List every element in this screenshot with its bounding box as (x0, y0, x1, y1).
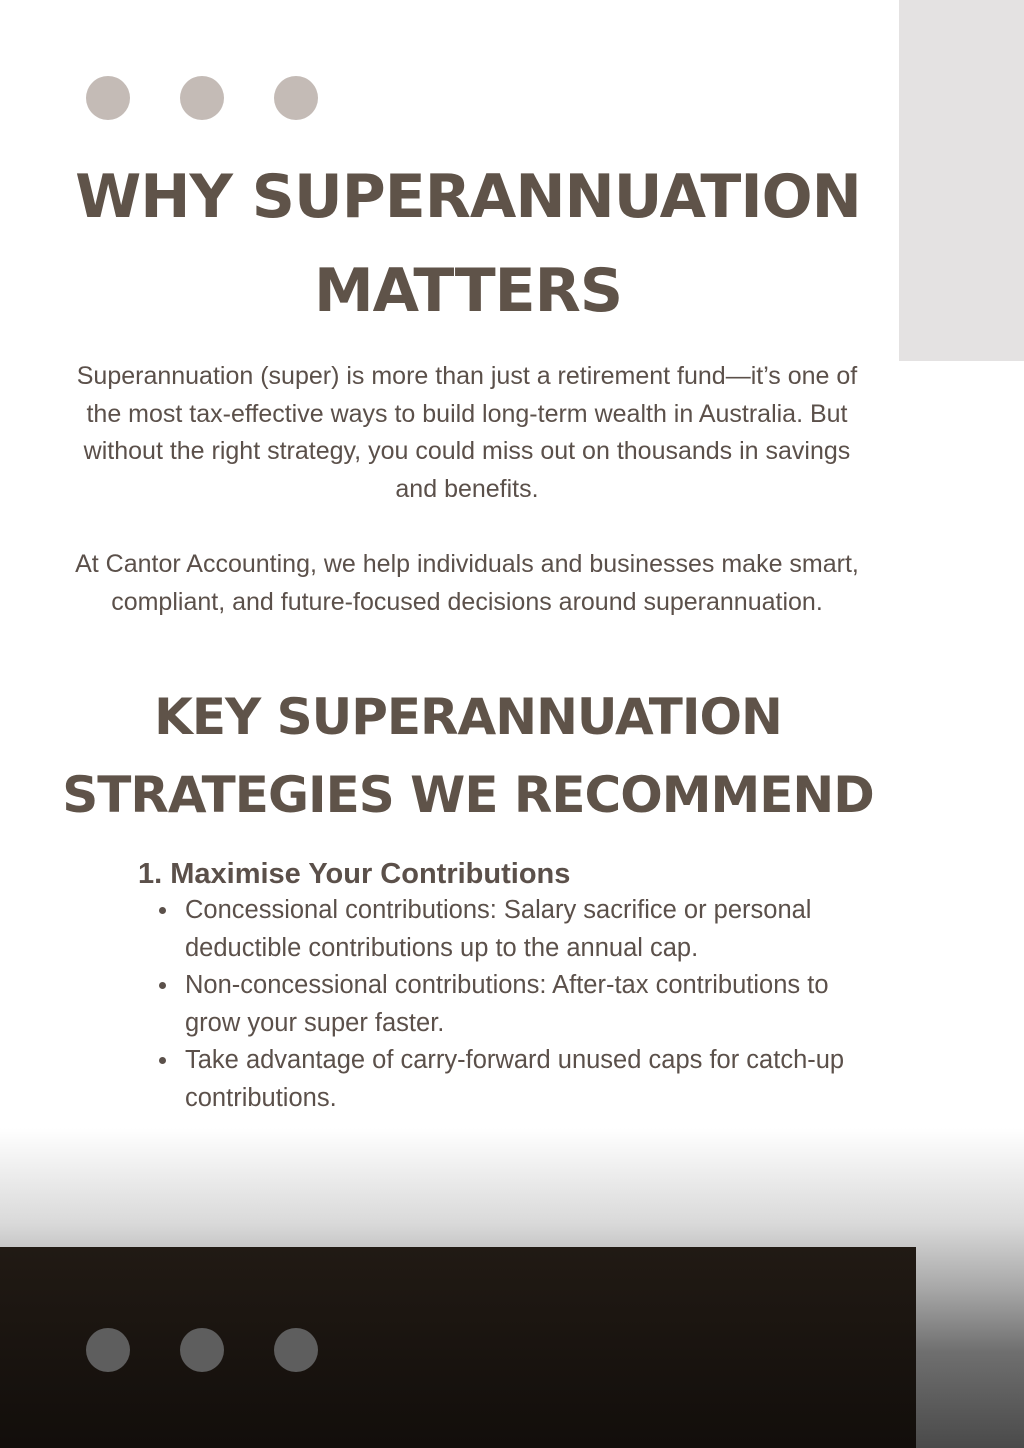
list-item-text: Take advantage of carry-forward unused caps for catch-up contributions. (185, 1046, 845, 1112)
list-item-text: Concessional contributions: Salary sacrifice or personal deductible contributions up to the annual cap. (185, 896, 812, 962)
right-decorative-panel (899, 0, 1024, 361)
decorative-dot-icon (86, 1328, 130, 1372)
bullet-icon (159, 1057, 166, 1064)
bottom-decorative-dots (86, 1328, 318, 1372)
list-item (138, 967, 875, 1042)
page-title-line2: MATTERS (313, 256, 623, 326)
bullet-icon (159, 907, 166, 914)
decorative-dot-icon (274, 1328, 318, 1372)
decorative-dot-icon (274, 76, 318, 120)
decorative-dot-icon (180, 1328, 224, 1372)
section-heading: 1. Maximise Your Contributions (138, 858, 571, 890)
strategies-title-line1: KEY SUPERANNUATION (154, 688, 782, 746)
page-title-line1: WHY SUPERANNUATION (75, 162, 861, 232)
page-title (40, 150, 896, 338)
intro-paragraph-2: At Cantor Accounting, we help individuals and businesses make smart, compliant, and future-focused decisions around superannuation. (75, 550, 859, 616)
intro-paragraph-1: Superannuation (super) is more than just a retirement fund—it’s one of the most tax-effective ways to build long-term wealth in Australia. But without the right strategy, you could miss out on thousands in savings and benefits. (76, 362, 858, 503)
top-decorative-dots (86, 76, 318, 120)
list-item-text: Non-concessional contributions: After-tax contributions to grow your super faster. (185, 971, 829, 1037)
strategies-title (40, 678, 896, 834)
decorative-dot-icon (180, 76, 224, 120)
decorative-dot-icon (86, 76, 130, 120)
bullet-list (138, 892, 898, 1117)
list-item (138, 1042, 875, 1117)
strategies-title-line2: STRATEGIES WE RECOMMEND (62, 766, 874, 824)
list-item (138, 892, 875, 967)
bullet-icon (159, 982, 166, 989)
strategy-section-contributions (138, 854, 898, 1117)
